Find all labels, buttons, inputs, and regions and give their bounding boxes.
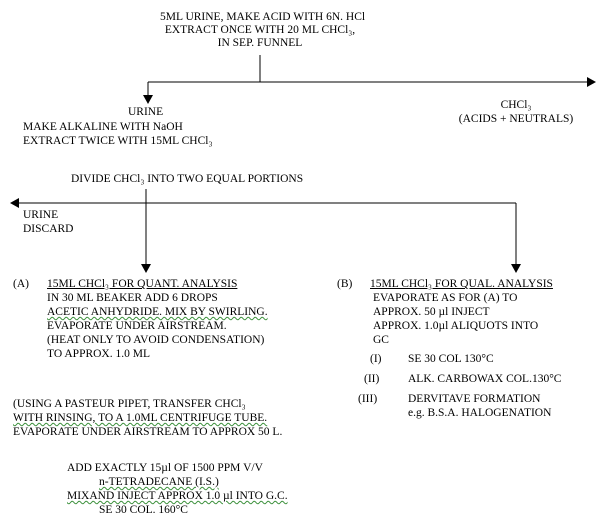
option-text: SE 30 COL 130°C: [408, 353, 494, 365]
arrow-to-a: [141, 264, 151, 273]
arrow-to-discard: [10, 198, 19, 208]
transfer-line: (USING A PASTEUR PIPET, TRANSFER CHCl₃: [13, 398, 246, 410]
divide-instruction: DIVIDE CHCl₃ INTO TWO EQUAL PORTIONS: [71, 173, 304, 185]
branch-a-step: ACETIC ANHYDRIDE. MIX BY SWIRLING.: [47, 306, 268, 318]
option-number: (II): [364, 373, 380, 385]
branch-a-step: IN 30 ML BEAKER ADD 6 DROPS: [47, 292, 218, 304]
chcl3-branch-title: CHCl₃: [500, 99, 532, 111]
option-text: ALK. CARBOWAX COL.130°C: [408, 373, 562, 385]
transfer-line: WITH RINSING, TO A 1.0ML CENTRIFUGE TUBE.: [13, 412, 268, 424]
branch-a-step: EVAPORATE UNDER AIRSTREAM.: [47, 320, 227, 332]
branch-b-step: APPROX. 1.0µl ALIQUOTS INTO: [373, 320, 539, 332]
arrow-to-b: [511, 264, 521, 273]
step1-line1: 5ML URINE, MAKE ACID WITH 6N. HCl: [160, 11, 366, 23]
branch-b-step: EVAPORATE AS FOR (A) TO: [373, 292, 518, 304]
arrow-to-chcl3: [587, 77, 596, 87]
transfer-line: EVAPORATE UNDER AIRSTREAM TO APPROX 50 L.: [13, 426, 283, 438]
branch-b-step: APPROX. 50 µl INJECT: [373, 306, 490, 318]
branch-b-title: 15ML CHCl₃ FOR QUAL. ANALYSIS: [370, 278, 553, 290]
branch-b-label: (B): [337, 278, 353, 290]
arrow-to-urine: [143, 95, 153, 104]
option-text: DERVITAVE FORMATION: [408, 393, 541, 405]
option-number: (III): [358, 393, 378, 405]
discard-line1: URINE: [23, 209, 59, 221]
option-number: (I): [370, 353, 382, 365]
urine-branch-title: URINE: [128, 106, 164, 118]
step1-line3: IN SEP. FUNNEL: [217, 37, 303, 49]
urine-branch-line2: EXTRACT TWICE WITH 15ML CHCl₃: [23, 135, 213, 147]
branch-a-step: (HEAT ONLY TO AVOID CONDENSATION): [47, 334, 265, 346]
final-step-line: n-TETRADECANE (I.S.): [99, 476, 219, 488]
step1-line2: EXTRACT ONCE WITH 20 ML CHCl₃,: [164, 24, 356, 36]
branch-b-step: GC: [373, 334, 389, 346]
branch-a-title: 15ML CHCl₃ FOR QUANT. ANALYSIS: [47, 278, 238, 290]
discard-line2: DISCARD: [23, 223, 74, 235]
final-step-line: MIXAND INJECT APPROX 1.0 µl INTO G.C.: [67, 490, 288, 502]
option-example: e.g. B.S.A. HALOGENATION: [408, 407, 552, 419]
final-step-line: SE 30 COL. 160°C: [99, 504, 188, 516]
urine-branch-line1: MAKE ALKALINE WITH NaOH: [23, 121, 183, 133]
chcl3-branch-subtitle: (ACIDS + NEUTRALS): [458, 113, 574, 125]
branch-a-step: TO APPROX. 1.0 ML: [47, 348, 150, 360]
final-step-line: ADD EXACTLY 15µl OF 1500 PPM V/V: [67, 462, 263, 474]
branch-a-label: (A): [13, 278, 29, 290]
